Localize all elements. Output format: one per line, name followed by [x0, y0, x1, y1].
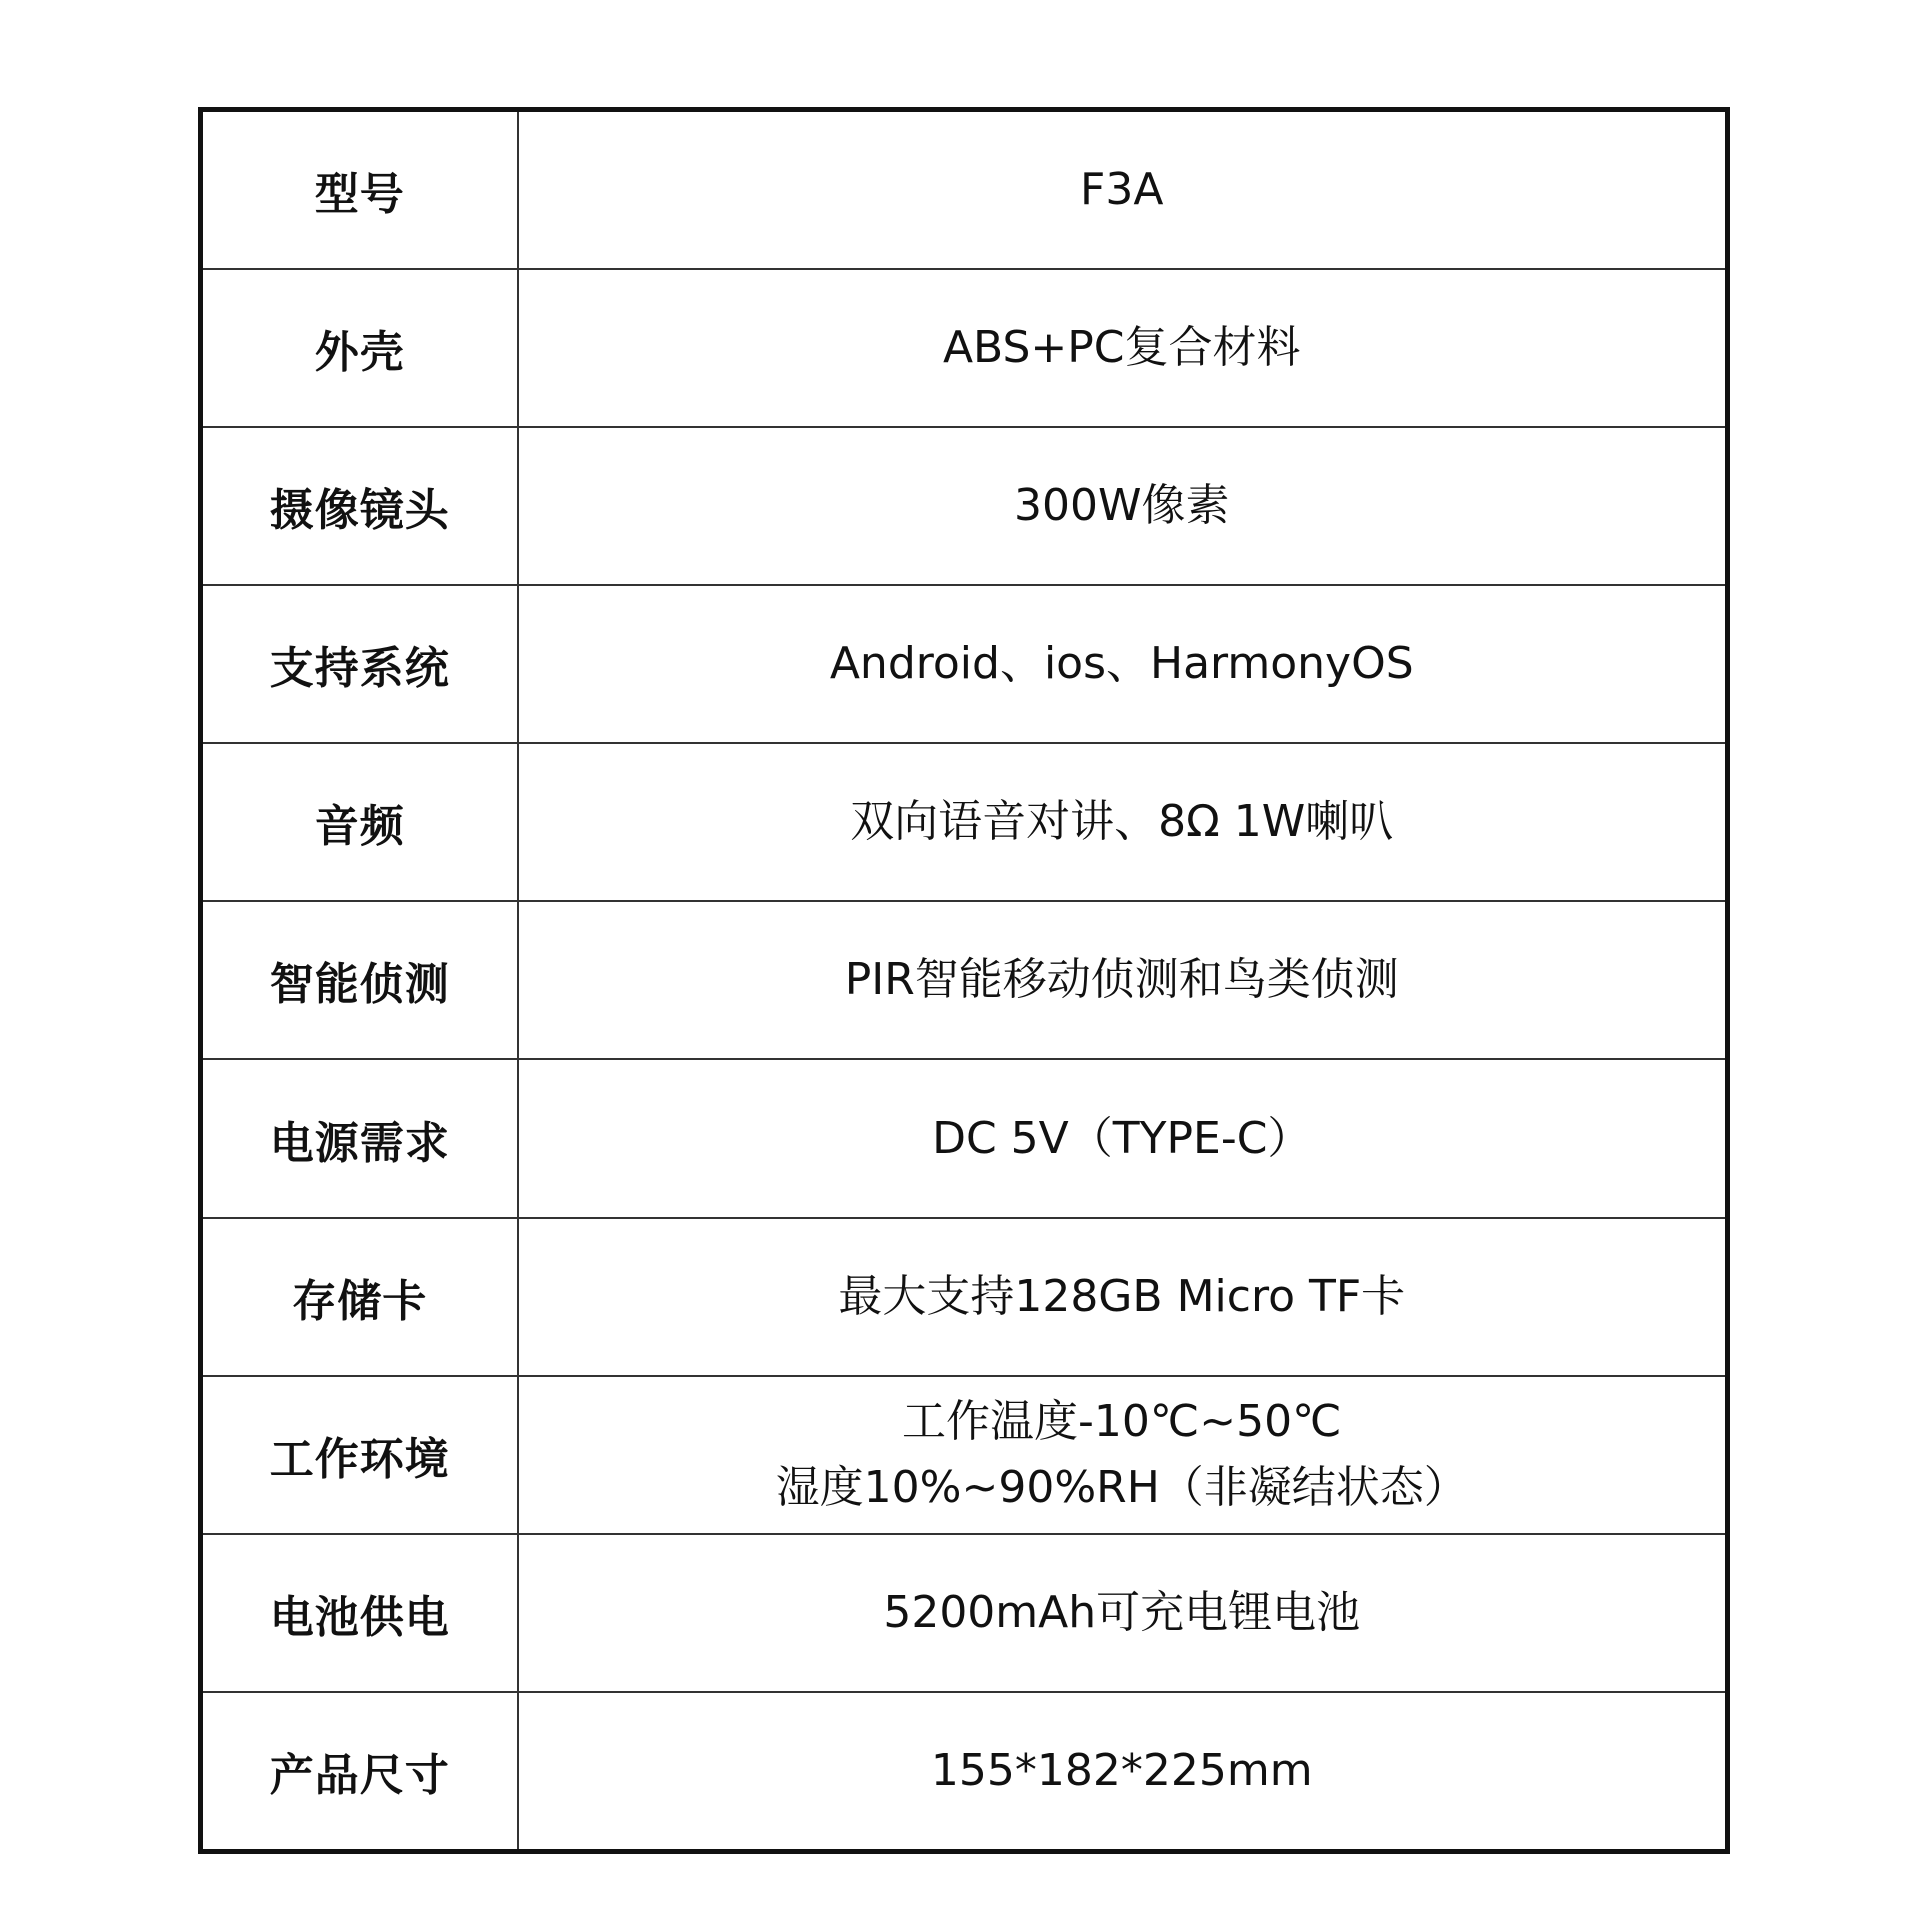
spec-row-battery: [201, 1534, 1728, 1692]
spec-value-line: 湿度10%~90%RH（非凝结状态）: [775, 1461, 1468, 1513]
spec-label: 存储卡: [201, 1218, 518, 1376]
spec-label: 支持系统: [201, 585, 518, 743]
spec-value: [518, 1218, 1728, 1376]
spec-value: [518, 585, 1728, 743]
spec-table-body: [201, 110, 1728, 1852]
spec-row-housing: [201, 269, 1728, 427]
spec-value-line: F3A: [1080, 164, 1164, 216]
spec-value: [518, 901, 1728, 1059]
spec-label: 电源需求: [201, 1059, 518, 1217]
spec-row-system: [201, 585, 1728, 743]
spec-label: 摄像镜头: [201, 427, 518, 585]
spec-value: [518, 1376, 1728, 1534]
spec-value-line: PIR智能移动侦测和鸟类侦测: [844, 954, 1399, 1006]
spec-row-dimensions: [201, 1692, 1728, 1852]
spec-value-line: 工作温度-10℃~50℃: [901, 1395, 1342, 1447]
spec-value: [518, 427, 1728, 585]
spec-value-line: 5200mAh可充电锂电池: [883, 1586, 1361, 1638]
spec-value: [518, 1692, 1728, 1852]
spec-label: 工作环境: [201, 1376, 518, 1534]
spec-value-line: ABS+PC复合材料: [942, 322, 1301, 374]
spec-label: 产品尺寸: [201, 1692, 518, 1852]
spec-value: [518, 743, 1728, 901]
spec-row-model: [201, 110, 1728, 270]
spec-value: [518, 110, 1728, 270]
spec-label: 电池供电: [201, 1534, 518, 1692]
spec-label: 智能侦测: [201, 901, 518, 1059]
spec-row-storage: [201, 1218, 1728, 1376]
spec-value-line: 双向语音对讲、8Ω 1W喇叭: [850, 796, 1394, 848]
spec-value-line: 300W像素: [1014, 480, 1230, 532]
spec-table: [198, 107, 1730, 1854]
spec-value: [518, 1059, 1728, 1217]
spec-label: 外壳: [201, 269, 518, 427]
spec-row-power: [201, 1059, 1728, 1217]
spec-value-line: DC 5V（TYPE-C）: [932, 1112, 1312, 1164]
spec-row-detection: [201, 901, 1728, 1059]
spec-value-line: Android、ios、HarmonyOS: [829, 638, 1414, 690]
spec-value-line: 最大支持128GB Micro TF卡: [838, 1270, 1406, 1322]
spec-label: 型号: [201, 110, 518, 270]
spec-label: 音频: [201, 743, 518, 901]
spec-value: [518, 269, 1728, 427]
spec-value-line: 155*182*225mm: [930, 1744, 1313, 1796]
spec-row-audio: [201, 743, 1728, 901]
spec-row-camera: [201, 427, 1728, 585]
spec-value: [518, 1534, 1728, 1692]
spec-row-environment: [201, 1376, 1728, 1534]
